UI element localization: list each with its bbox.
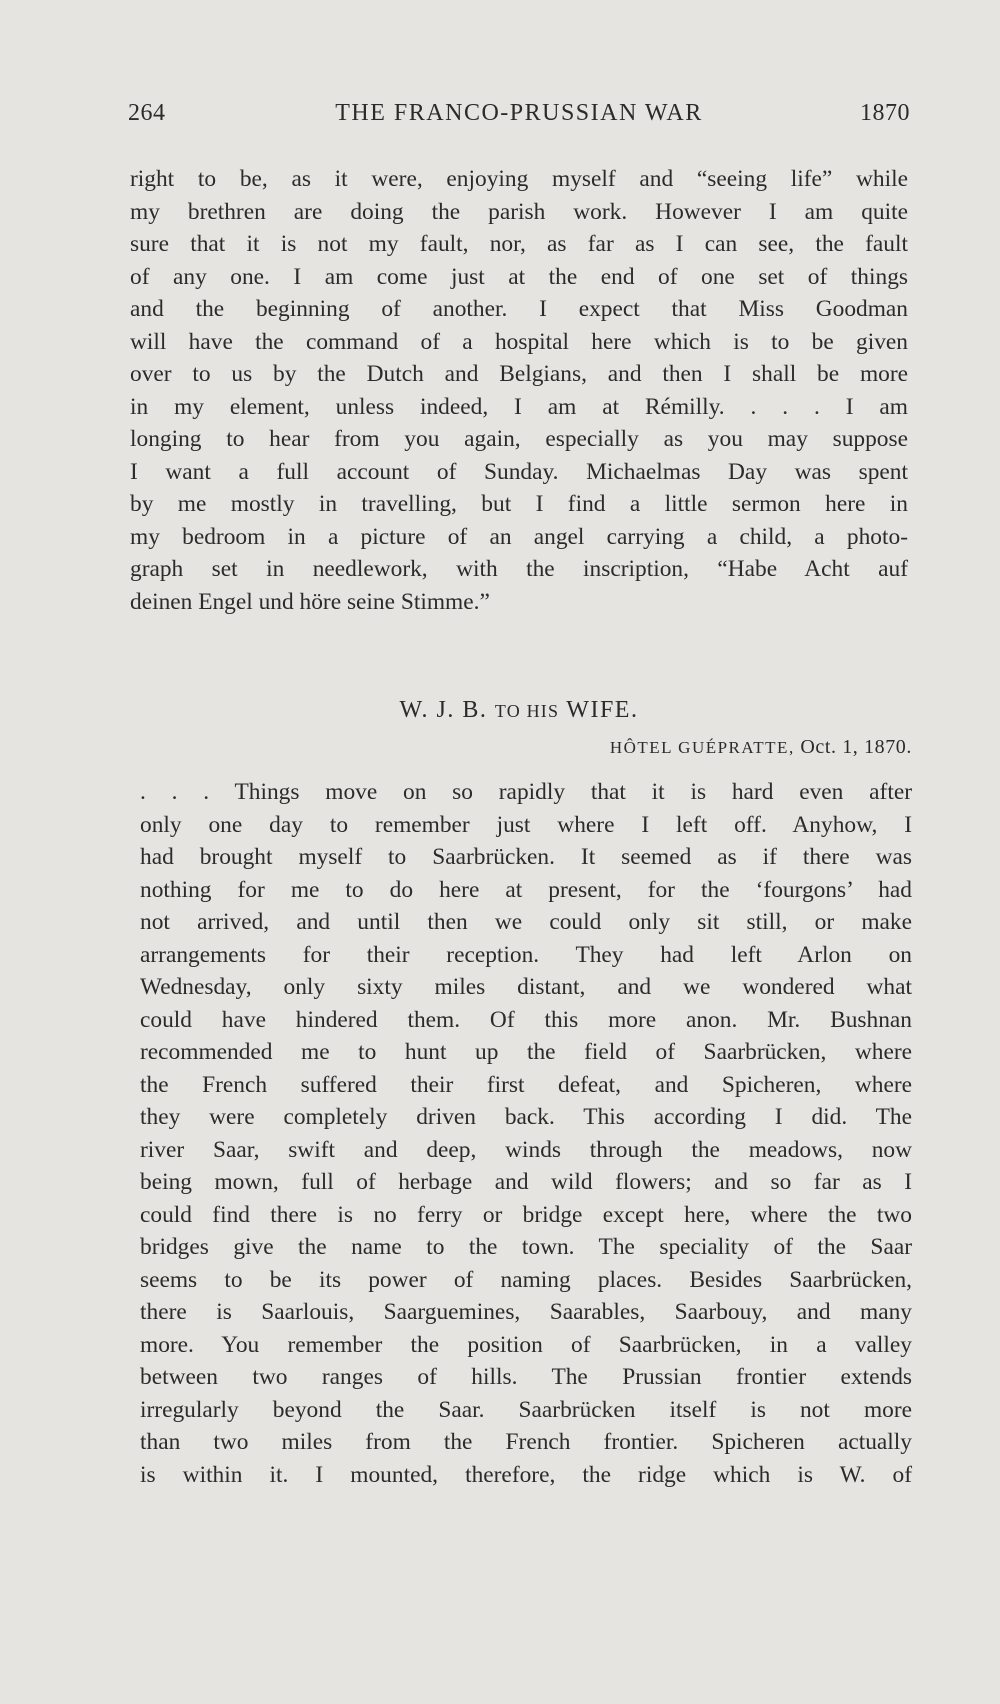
text-line: being mown, full of herbage and wild flowers; and so far as I [140, 1169, 912, 1195]
text-line: . . . Things move on so rapidly that it is hard even after [140, 779, 912, 805]
text-line: sure that it is not my fault, nor, as far as I can see, the fault [130, 231, 908, 257]
text-line: of any one. I am come just at the end of one set of things [130, 263, 908, 290]
text-line: and the beginning of another. I expect that Miss Goodman [130, 296, 908, 322]
text-line: river Saar, swift and deep, winds through the meadows, now [140, 1136, 912, 1163]
text-line: they were completely driven back. This according I did. The [140, 1104, 912, 1130]
text-line: over to us by the Dutch and Belgians, and then I shall be more [130, 361, 908, 387]
letter-body [140, 776, 912, 1491]
book-title: THE FRANCO-PRUSSIAN WAR [335, 100, 703, 126]
text-line: nothing for me to do here at present, for the ‘fourgons’ had [140, 876, 912, 903]
text-line: my bedroom in a picture of an angel carrying a child, a photo- [130, 523, 908, 550]
text-line: irregularly beyond the Saar. Saarbrücken itself is not more [140, 1396, 912, 1423]
text-line: could have hindered them. Of this more anon. Mr. Bushnan [140, 1006, 912, 1033]
text-line: could find there is no ferry or bridge except here, where the two [140, 1201, 912, 1228]
dateline-hotel: HÔTEL GUÉPRATTE, [609, 738, 795, 757]
text-line: recommended me to hunt up the field of Saarbrücken, where [140, 1039, 912, 1065]
letter-wife: WIFE. [566, 697, 639, 723]
text-line: longing to hear from you again, especially as you may suppose [130, 426, 908, 452]
text-line: will have the command of a hospital here which is to be given [130, 328, 908, 355]
text-line: had brought myself to Saarbrücken. It seemed as if there was [140, 844, 912, 870]
dateline-date: Oct. 1, 1870. [800, 736, 912, 758]
paragraph-continued [130, 163, 908, 618]
text-line: my brethren are doing the parish work. However I am quite [130, 198, 908, 225]
text-line: only one day to remember just where I left off. Anyhow, I [140, 811, 912, 838]
text-line: Wednesday, only sixty miles distant, and we wondered what [140, 974, 912, 1000]
text-line: bridges give the name to the town. The speciality of the Saar [140, 1234, 912, 1260]
page-number: 264 [128, 100, 166, 126]
letter-initials: W. J. B. [399, 697, 488, 723]
running-head [128, 100, 910, 140]
text-line: by me mostly in travelling, but I find a little sermon here in [130, 491, 908, 517]
text-line: not arrived, and until then we could only sit still, or make [140, 909, 912, 935]
text-line: in my element, unless indeed, I am at Rémilly. . . . I am [130, 393, 908, 420]
text-line: deinen Engel und höre seine Stimme.” [130, 588, 490, 615]
text-line: right to be, as it were, enjoying myself and “seeing life” while [130, 166, 908, 192]
letter-to-his: TO HIS [494, 701, 560, 721]
letter-heading [130, 697, 908, 724]
text-line: between two ranges of hills. The Prussian frontier extends [140, 1364, 912, 1390]
text-line: I want a full account of Sunday. Michaelmas Day was spent [130, 458, 908, 485]
text-line: the French suffered their first defeat, and Spicheren, where [140, 1071, 912, 1098]
header-year: 1870 [860, 100, 910, 126]
dateline [610, 736, 912, 759]
text-line: than two miles from the French frontier. Spicheren actually [140, 1429, 912, 1455]
text-line: seems to be its power of naming places. Besides Saarbrücken, [140, 1266, 912, 1293]
text-line: arrangements for their reception. They had left Arlon on [140, 941, 912, 968]
text-line: is within it. I mounted, therefore, the ridge which is W. of [140, 1461, 912, 1488]
text-line: more. You remember the position of Saarbrücken, in a valley [140, 1331, 912, 1358]
text-line: there is Saarlouis, Saarguemines, Saarables, Saarbouy, and many [140, 1299, 912, 1325]
text-line: graph set in needlework, with the inscription, “Habe Acht auf [130, 556, 908, 582]
